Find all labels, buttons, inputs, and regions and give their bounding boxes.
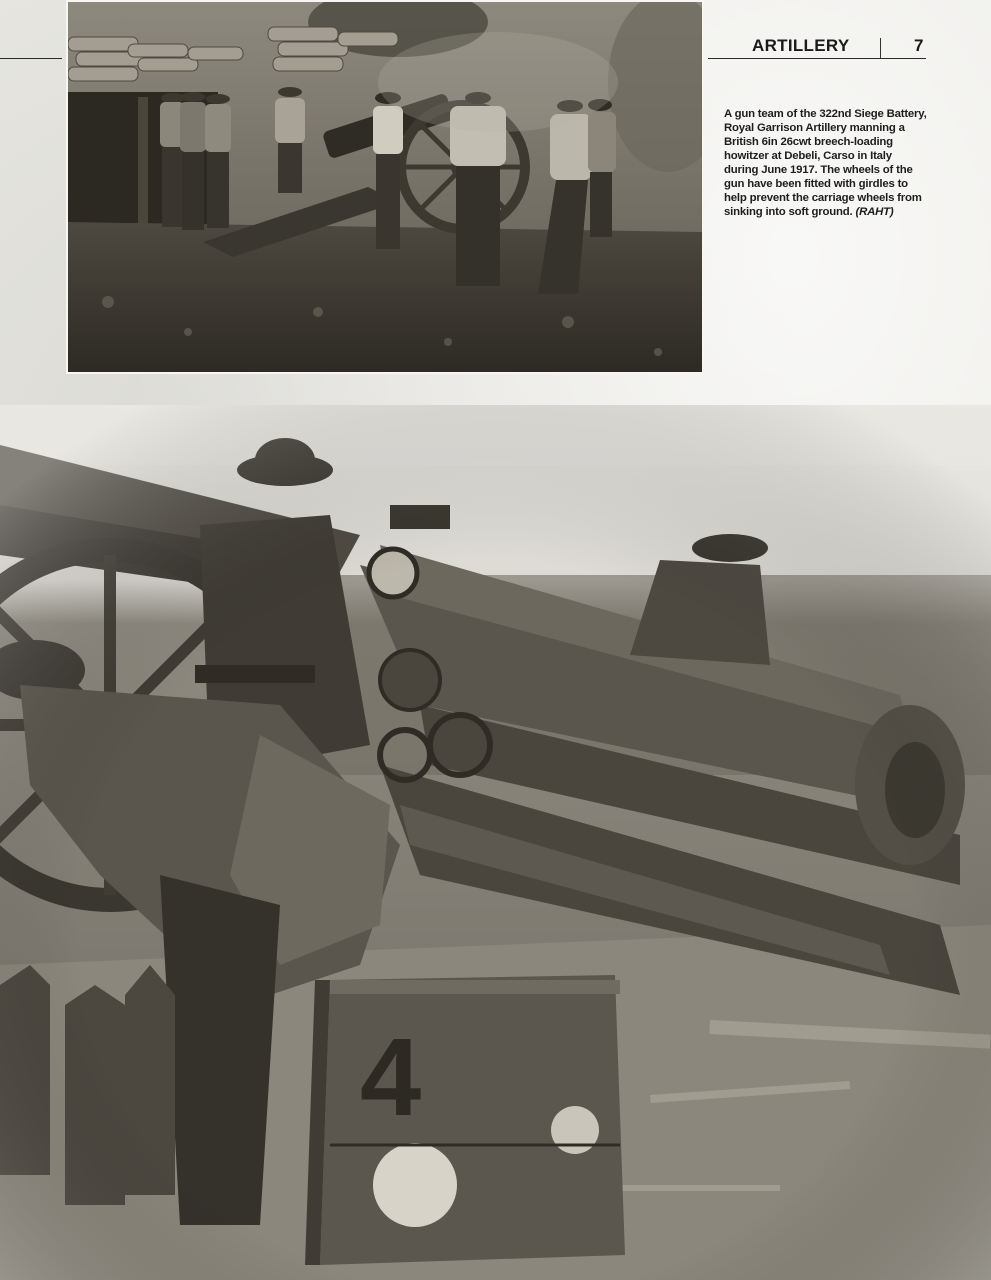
gun-team-photo — [66, 0, 704, 374]
header-divider — [880, 38, 881, 58]
page-number: 7 — [914, 36, 924, 55]
howitzer-crew-photo — [0, 405, 991, 1280]
photo-caption — [724, 107, 929, 219]
running-head: ARTILLERY — [752, 36, 850, 55]
howitzer-crew-photo-image — [0, 405, 991, 1280]
header-rule-left — [0, 58, 62, 59]
caption-credit: (RAHT) — [855, 206, 894, 218]
header-rule-right — [708, 58, 926, 59]
gun-team-photo-image — [68, 2, 702, 372]
caption-text: A gun team of the 322nd Siege Battery, Royal Garrison Artillery manning a British 6in 26cwt breech-loading howitzer at Debeli, Carso in Italy during June 1917. The wheels of the gun have been fitted with girdles to help prevent the carriage wheels from sinking into soft ground. — [724, 108, 927, 218]
